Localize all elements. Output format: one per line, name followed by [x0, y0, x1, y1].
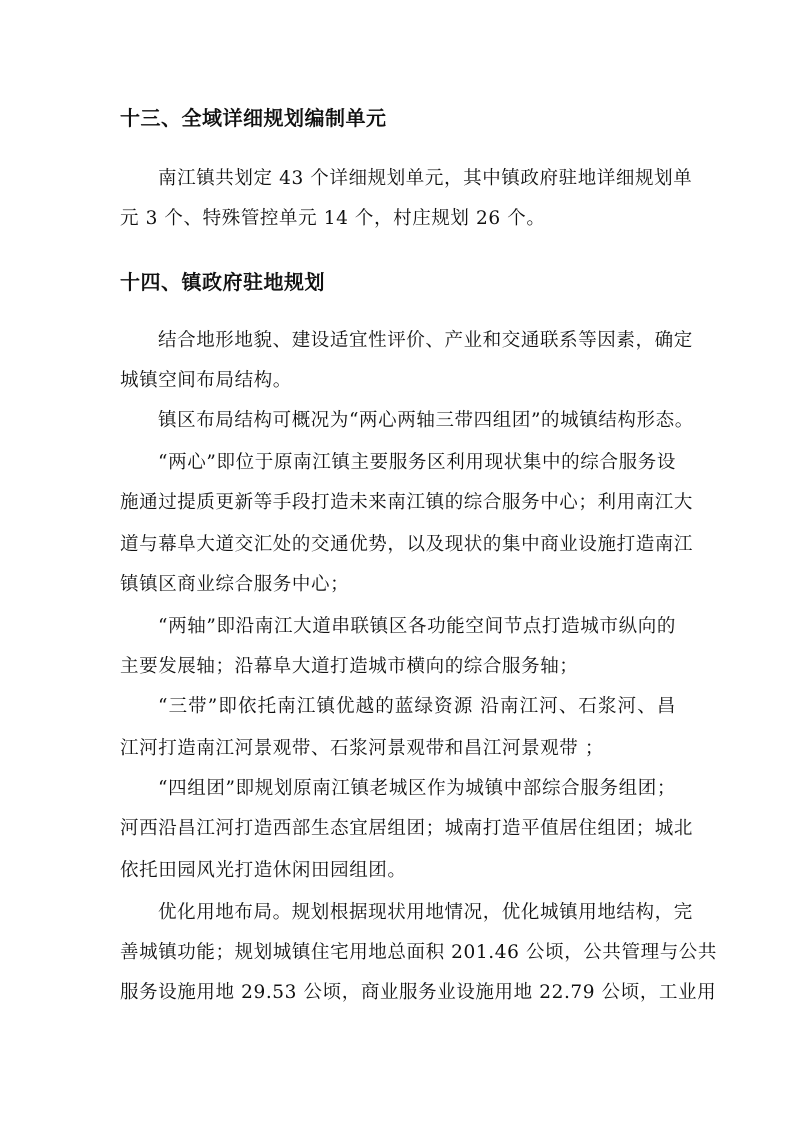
paragraph-line: “两心”即位于原南江镇主要服务区利用现状集中的综合服务设 [158, 452, 676, 473]
paragraph-line: 优化用地布局。规划根据现状用地情况，优化城镇用地结构，完 [158, 902, 693, 923]
paragraph-line: “三带”即依托南江镇优越的蓝绿资源 沿南江河、石浆河、昌 [158, 696, 676, 717]
paragraph-line: 元 3 个、特殊管控单元 14 个，村庄规划 26 个。 [120, 208, 546, 229]
paragraph-line: “两轴”即沿南江大道串联镇区各功能空间节点打造城市纵向的 [158, 616, 676, 637]
paragraph-line: 主要发展轴；沿幕阜大道打造城市横向的综合服务轴； [120, 656, 579, 677]
paragraph-line: 镇镇区商业综合服务中心； [120, 574, 350, 595]
paragraph-line: 善城镇功能；规划城镇住宅用地总面积 201.46 公顷，公共管理与公共 [120, 942, 717, 963]
paragraph-line: 城镇空间布局结构。 [120, 370, 292, 391]
paragraph-line: 施通过提质更新等手段打造未来南江镇的综合服务中心；利用南江大 [120, 492, 694, 513]
paragraph-line: 南江镇共划定 43 个详细规划单元，其中镇政府驻地详细规划单 [158, 168, 693, 189]
paragraph-line: “四组团”即规划原南江镇老城区作为城镇中部综合服务组团； [158, 778, 676, 799]
paragraph-line: 服务设施用地 29.53 公顷，商业服务业设施用地 22.79 公顷，工业用 [120, 982, 717, 1003]
paragraph-line: 道与幕阜大道交汇处的交通优势，以及现状的集中商业设施打造南江 [120, 534, 694, 555]
paragraph-line: 结合地形地貌、建设适宜性评价、产业和交通联系等因素，确定 [158, 330, 693, 351]
section-14-heading: 十四、镇政府驻地规划 [120, 270, 325, 294]
paragraph-line: 镇区布局结构可概况为“两心两轴三带四组团”的城镇结构形态。 [158, 410, 694, 431]
section-13-heading: 十三、全域详细规划编制单元 [120, 106, 387, 130]
paragraph-line: 依托田园风光打造休闲田园组团。 [120, 860, 407, 881]
paragraph-line: 江河打造南江河景观带、石浆河景观带和昌江河景观带 ； [120, 738, 604, 759]
paragraph-line: 河西沿昌江河打造西部生态宜居组团；城南打造平值居住组团；城北 [120, 818, 694, 839]
